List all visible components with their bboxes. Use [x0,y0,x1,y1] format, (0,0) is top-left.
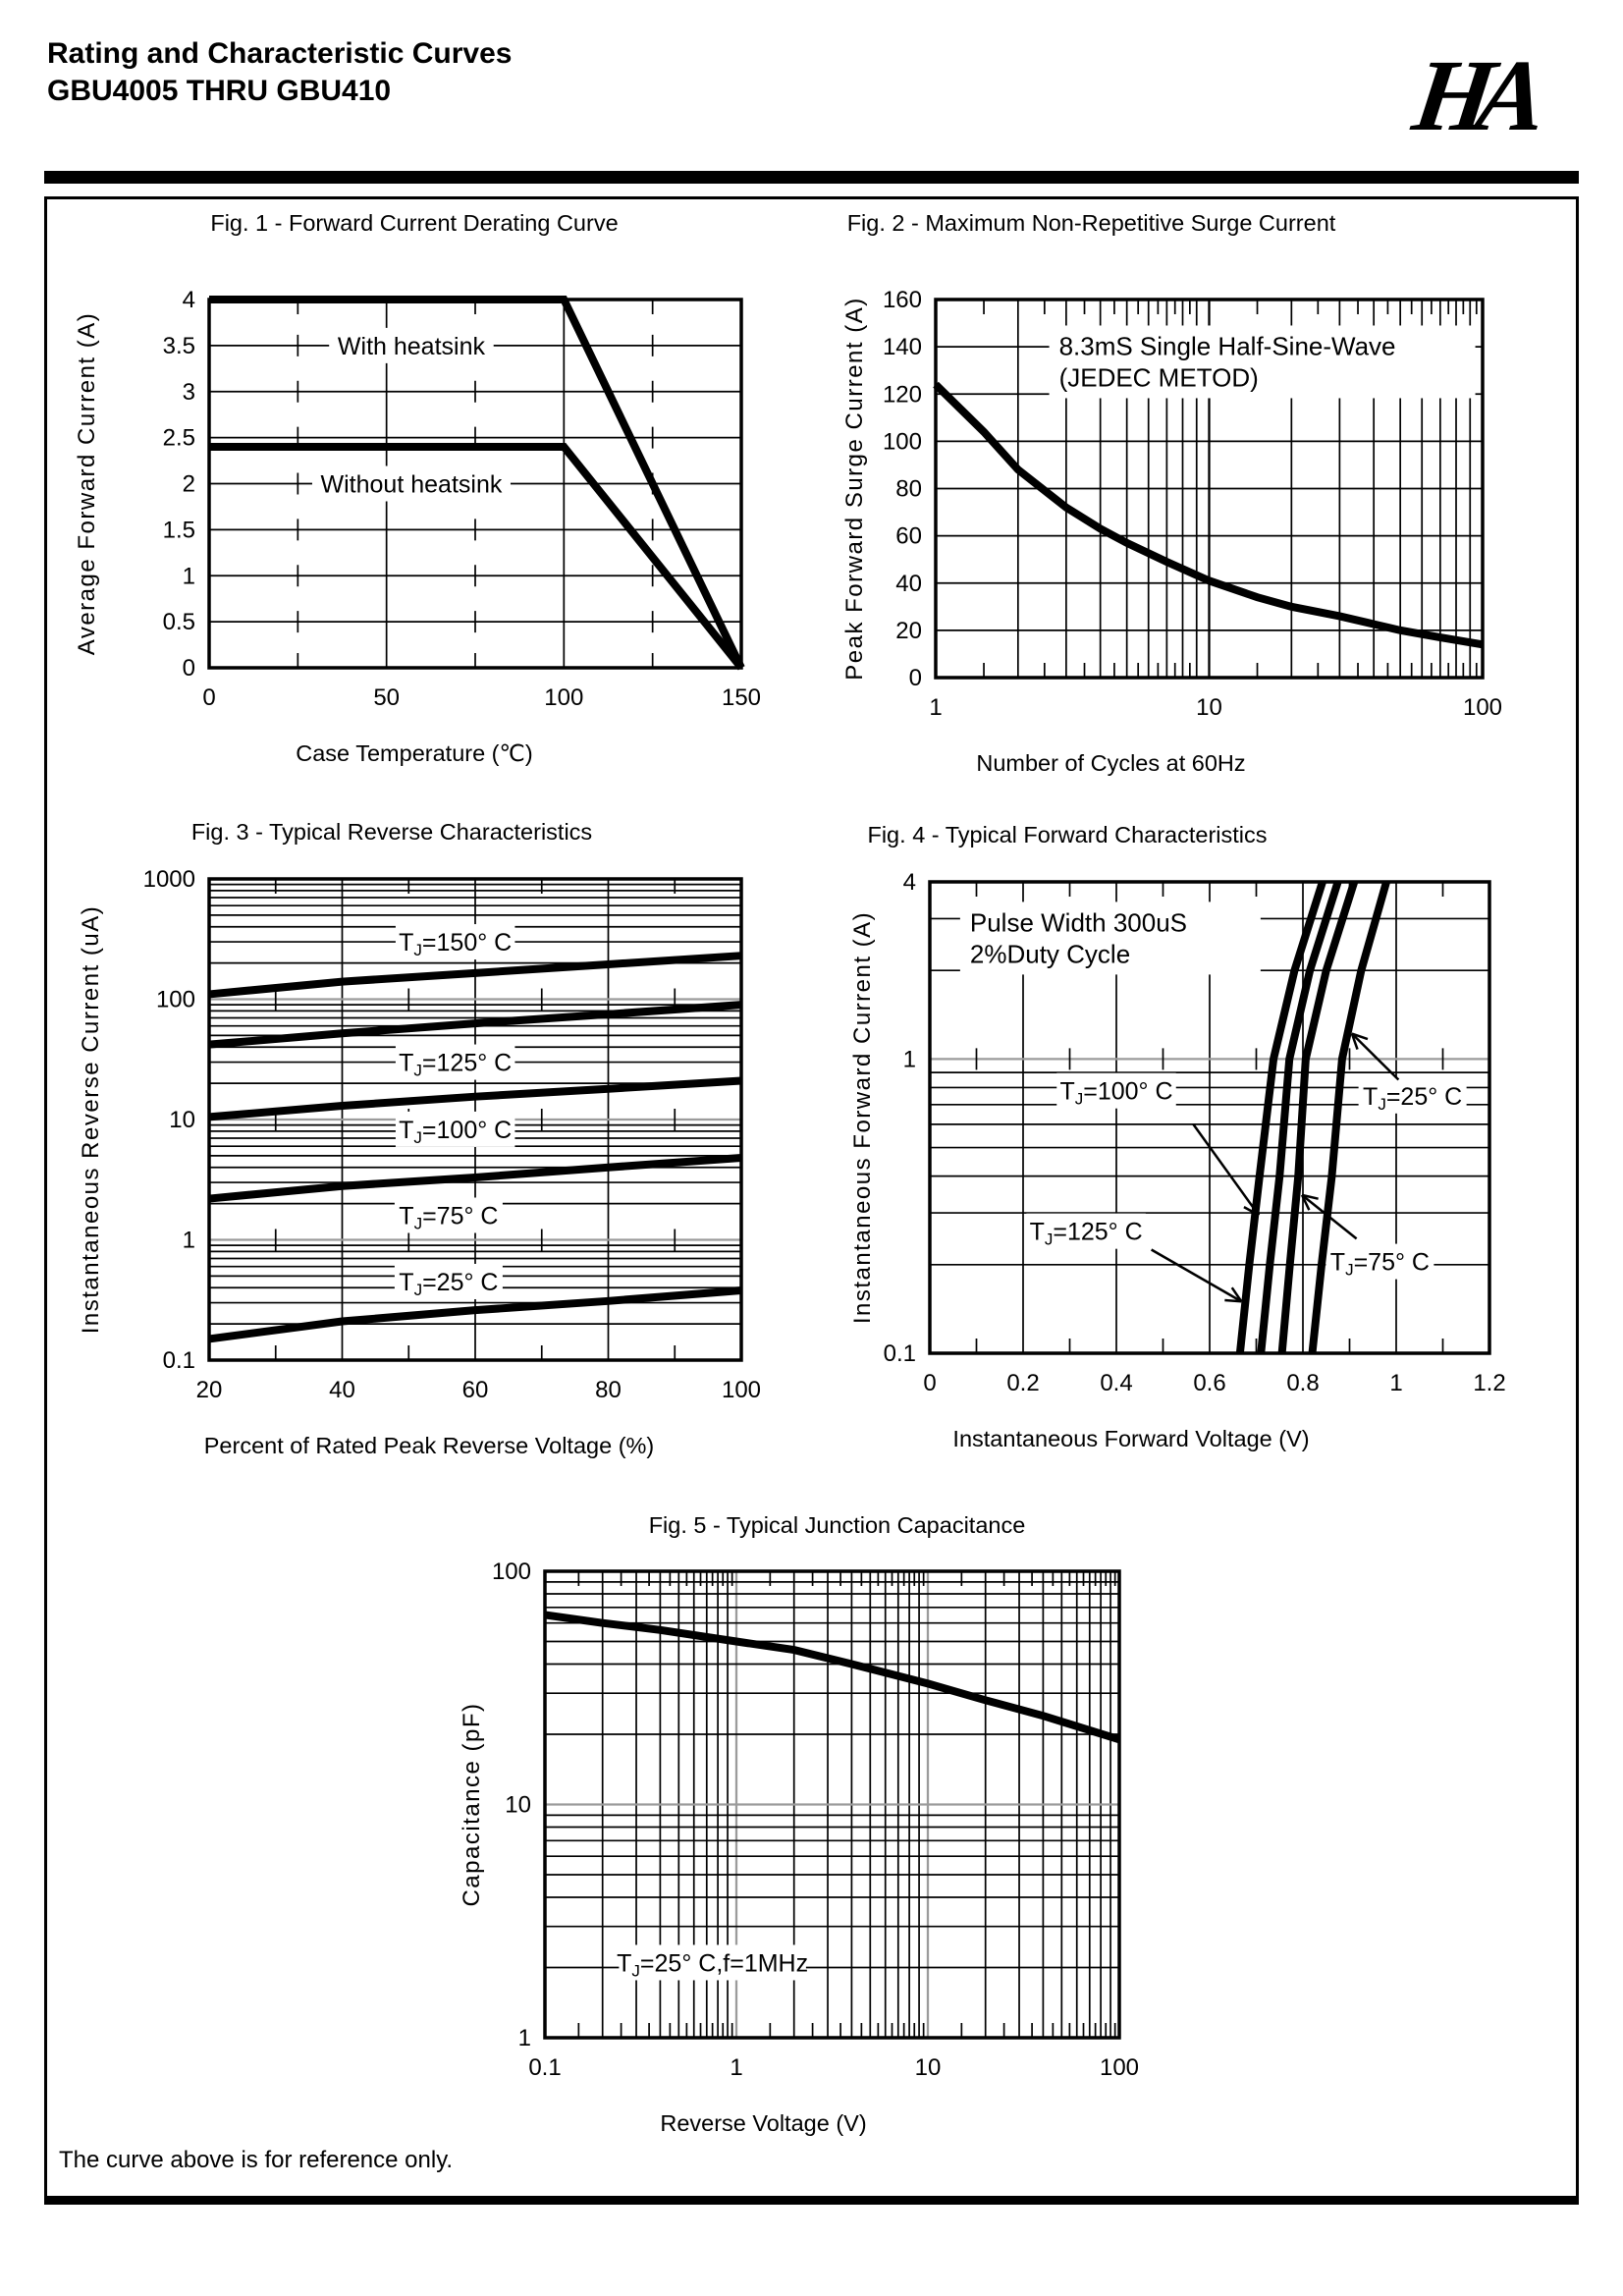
fig4-series-3 [1313,882,1387,1353]
fig4-arrow [1193,1124,1259,1215]
curve-label-text: $T_J=25^\circ$ C,f=1MHz [617,1949,809,1981]
fig5-x-axis-title: Reverse Voltage (V) [660,2110,867,2136]
fig4-y-tick: 0.1 [883,1340,916,1367]
fig4-x-tick: 0.4 [1100,1370,1133,1396]
charts-canvas [47,199,1576,2196]
fig1-y-tick: 2.5 [162,424,195,452]
fig3-x-tick: 100 [721,1377,762,1403]
fig2-y-tick: 120 [882,381,922,409]
curve-label-text: $T_J=125^\circ$ C [1029,1218,1143,1249]
page-title-line2: GBU4005 THRU GBU410 [47,75,392,107]
fig4-x-tick: 1.2 [1473,1370,1506,1396]
fig4-x-tick: 0.6 [1193,1370,1226,1396]
fig2-annotation-text: (JEDEC METOD) [1058,362,1259,393]
fig2-y-tick: 140 [882,334,922,361]
ha-logo-text: HA [1406,39,1539,152]
fig1-y-tick: 0 [182,655,195,682]
curve-label-text: With heatsink [337,332,485,360]
fig3-y-axis-title: Instantaneous Reverse Current (uA) [78,904,104,1335]
fig1-x-tick: 50 [373,684,401,711]
fig4-chart [849,822,1506,1451]
fig1-y-tick: 2 [182,470,195,498]
curve-label-text: $T_J=100^\circ$ C [1059,1077,1173,1109]
fig4-x-tick: 0 [923,1370,937,1396]
fig2-x-tick: 100 [1462,694,1503,721]
fig5-chart [459,1512,1139,2136]
fig2-y-tick: 160 [882,287,922,313]
fig1-x-tick: 100 [544,684,584,711]
curve-label-text: $T_J=25^\circ$ C [1363,1082,1463,1114]
fig4-y-tick: 1 [902,1046,916,1073]
fig4-x-tick: 0.2 [1006,1370,1040,1396]
fig1-y-tick: 0.5 [162,609,195,636]
fig2-y-tick: 20 [895,617,922,644]
fig3-caption: Fig. 3 - Typical Reverse Characteristics [190,819,593,845]
fig1-x-axis-title: Case Temperature (℃) [296,740,533,766]
curve-label-text: $T_J=25^\circ$ C [399,1268,499,1299]
fig2-x-tick: 1 [929,694,943,721]
fig3-y-tick: 10 [169,1107,195,1133]
fig1-x-tick: 0 [202,684,216,711]
fig3-y-tick: 0.1 [162,1347,195,1374]
fig5-y-tick: 100 [491,1558,531,1585]
fig5-x-tick: 1 [730,2054,743,2081]
fig1-chart [74,210,761,766]
fig2-y-tick: 80 [895,475,922,503]
fig4-x-tick: 0.8 [1286,1370,1320,1396]
fig5-x-tick: 100 [1099,2054,1140,2081]
header-rule [44,171,1579,184]
fig3-y-tick: 1000 [142,866,195,893]
fig1-y-tick: 4 [182,287,195,313]
fig1-x-tick: 150 [721,684,762,711]
curve-label-text: Without heatsink [320,470,503,499]
fig5-caption: Fig. 5 - Typical Junction Capacitance [648,1512,1026,1538]
curve-label-text: $T_J=75^\circ$ C [399,1202,499,1233]
fig4-y-axis-title: Instantaneous Forward Current (A) [849,910,876,1325]
charts-frame [44,196,1579,2205]
fig4-annotation-text: Pulse Width 300uS [969,907,1188,938]
page-title-line1: Rating and Characteristic Curves [47,37,513,70]
fig1-y-tick: 3 [182,378,195,406]
fig2-caption: Fig. 2 - Maximum Non-Repetitive Surge Current [846,210,1336,236]
fig3-x-tick: 20 [195,1377,223,1403]
fig2-annotation-text: 8.3mS Single Half-Sine-Wave [1058,331,1396,361]
fig3-chart [78,819,761,1458]
page-title [47,35,512,110]
fig4-x-axis-title: Instantaneous Forward Voltage (V) [952,1426,1310,1451]
fig3-x-tick: 80 [595,1377,622,1403]
fig2-y-tick: 40 [895,570,922,597]
fig5-x-tick: 0.1 [528,2054,562,2081]
fig5-y-tick: 10 [505,1791,531,1819]
fig1-y-axis-title: Average Forward Current (A) [74,311,100,656]
fig2-y-axis-title: Peak Forward Surge Current (A) [841,297,868,681]
fig5-series-0 [545,1614,1119,1739]
fig3-x-tick: 60 [461,1377,489,1403]
fig2-x-axis-title: Number of Cycles at 60Hz [976,750,1246,776]
fig3-x-tick: 40 [329,1377,355,1403]
fig4-arrow [1152,1249,1242,1301]
fig1-y-tick: 1 [182,563,195,590]
fig3-x-axis-title: Percent of Rated Peak Reverse Voltage (%) [203,1433,655,1458]
ha-logo [1407,37,1539,154]
fig4-annotation-text: 2%Duty Cycle [969,939,1131,969]
reference-note: The curve above is for reference only. [59,2147,454,2173]
fig3-y-tick: 100 [155,986,195,1013]
fig1-y-tick: 3.5 [162,332,195,359]
fig1-y-tick: 1.5 [162,517,195,544]
curve-label-text: $T_J=100^\circ$ C [399,1116,513,1147]
fig5-y-tick: 1 [517,2025,531,2051]
curve-label-text: $T_J=125^\circ$ C [399,1049,513,1080]
fig4-caption: Fig. 4 - Typical Forward Characteristics [867,822,1268,847]
fig2-x-tick: 10 [1196,694,1222,721]
fig2-y-tick: 60 [895,522,922,550]
fig4-y-tick: 4 [902,869,916,896]
fig3-y-tick: 1 [182,1227,195,1254]
curve-label-text: $T_J=150^\circ$ C [399,929,513,960]
fig4-x-tick: 1 [1389,1370,1403,1396]
fig1-caption: Fig. 1 - Forward Current Derating Curve [210,210,619,236]
curve-label-text: $T_J=75^\circ$ C [1329,1248,1430,1280]
fig2-chart [841,210,1502,776]
fig2-y-tick: 0 [908,665,922,691]
fig2-y-tick: 100 [882,428,922,456]
fig5-x-tick: 10 [914,2054,942,2081]
fig5-y-axis-title: Capacitance (pF) [459,1702,485,1907]
